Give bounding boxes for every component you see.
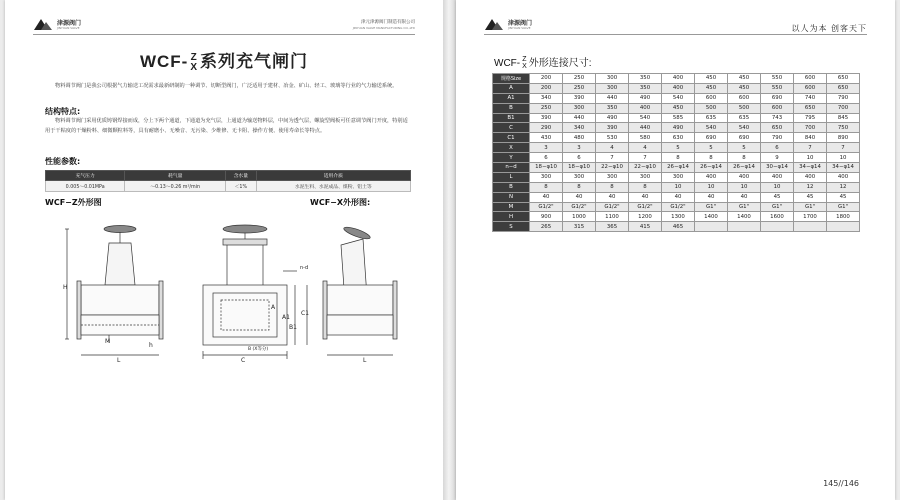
table-cell: 630 xyxy=(662,133,695,143)
perf-cell: 0.005～0.01MPa xyxy=(46,181,125,192)
title-fraction: Z X xyxy=(522,56,527,71)
page-header xyxy=(33,17,415,35)
table-cell: 430 xyxy=(530,133,563,143)
table-cell: 550 xyxy=(761,74,794,84)
table-cell: 900 xyxy=(530,212,563,222)
table-cell: 743 xyxy=(761,113,794,123)
table-cell: 400 xyxy=(629,103,662,113)
row-label: B xyxy=(493,182,530,192)
table-cell: 10 xyxy=(695,182,728,192)
dim-label-b1: B1 xyxy=(289,324,297,331)
table-cell: 12 xyxy=(794,182,827,192)
brand-name-en: JINYUAN VALVE xyxy=(508,26,531,30)
row-label: S xyxy=(493,222,530,232)
table-cell: 390 xyxy=(563,93,596,103)
table-cell: 1400 xyxy=(728,212,761,222)
row-label: C1 xyxy=(493,133,530,143)
table-cell xyxy=(695,222,728,232)
table-cell: 300 xyxy=(596,83,629,93)
table-cell: 490 xyxy=(596,113,629,123)
features-heading: 结构特点: xyxy=(45,107,81,116)
table-cell: G1/2" xyxy=(629,202,662,212)
table-cell: 4 xyxy=(596,143,629,153)
table-cell: 250 xyxy=(530,103,563,113)
table-cell: 300 xyxy=(563,103,596,113)
table-row xyxy=(493,222,860,232)
page-number: 145//146 xyxy=(823,479,859,488)
table-cell: 415 xyxy=(629,222,662,232)
table-cell: 300 xyxy=(596,172,629,182)
table-cell: 1800 xyxy=(827,212,860,222)
row-label: 规格Size xyxy=(493,74,530,84)
left-page xyxy=(5,0,443,500)
table-cell: 340 xyxy=(563,123,596,133)
table-cell: 40 xyxy=(629,192,662,202)
performance-table xyxy=(45,170,411,192)
table-row xyxy=(493,172,860,182)
table-cell: 340 xyxy=(530,93,563,103)
perf-cell: ～0.13～0.26 m³/min xyxy=(125,181,226,192)
table-cell: 540 xyxy=(695,123,728,133)
table-cell: 7 xyxy=(629,153,662,163)
dimensions-title xyxy=(494,54,592,70)
table-cell: 8 xyxy=(662,153,695,163)
right-page xyxy=(456,0,895,500)
wcf-x-side-view xyxy=(323,225,397,355)
table-cell: 250 xyxy=(563,83,596,93)
table-cell: 3 xyxy=(563,143,596,153)
table-cell: 1000 xyxy=(563,212,596,222)
table-cell: 26−φ14 xyxy=(695,163,728,173)
table-cell: 650 xyxy=(827,74,860,84)
page-header xyxy=(484,17,867,35)
row-label: C xyxy=(493,123,530,133)
table-cell: 5 xyxy=(695,143,728,153)
table-cell: 40 xyxy=(728,192,761,202)
row-label: A1 xyxy=(493,93,530,103)
table-cell: G1" xyxy=(728,202,761,212)
title-prefix: WCF- xyxy=(139,52,189,71)
table-cell: 8 xyxy=(629,182,662,192)
table-cell: 10 xyxy=(794,153,827,163)
table-cell: 450 xyxy=(695,83,728,93)
row-label: Y xyxy=(493,153,530,163)
table-cell: 440 xyxy=(629,123,662,133)
table-cell: 30−φ14 xyxy=(761,163,794,173)
table-cell: 700 xyxy=(794,123,827,133)
table-cell: 18−φ10 xyxy=(563,163,596,173)
brand-name-en: JINYUAN VALVE xyxy=(57,26,80,30)
table-cell: 8 xyxy=(530,182,563,192)
dimensions-table xyxy=(492,73,860,232)
table-cell: 200 xyxy=(530,74,563,84)
table-cell: 45 xyxy=(794,192,827,202)
table-cell: 650 xyxy=(794,103,827,113)
brand-name: 津源阀门 xyxy=(57,20,82,27)
perf-header-cell: 含水量 xyxy=(226,171,257,181)
dims-header-row xyxy=(493,74,860,84)
table-cell: 540 xyxy=(662,93,695,103)
title-suffix: 系列充气闸门 xyxy=(200,52,309,71)
table-cell: 1400 xyxy=(695,212,728,222)
perf-header-cell: 充气压力 xyxy=(46,171,125,181)
table-cell: 22−φ10 xyxy=(596,163,629,173)
table-row xyxy=(493,192,860,202)
table-cell: 300 xyxy=(629,172,662,182)
table-cell: 400 xyxy=(794,172,827,182)
table-cell: 40 xyxy=(563,192,596,202)
table-row xyxy=(493,93,860,103)
table-cell: 400 xyxy=(827,172,860,182)
table-cell: 740 xyxy=(794,93,827,103)
table-cell: 8 xyxy=(695,153,728,163)
table-cell: 465 xyxy=(662,222,695,232)
table-cell: G1/2" xyxy=(596,202,629,212)
dim-label-l-x: L xyxy=(363,357,367,364)
perf-header-cell: 耗气量 xyxy=(125,171,226,181)
dim-label-l: L xyxy=(117,357,121,364)
features-paragraph: 物料调节阀门采用优质铸钢焊接而成，分上下两个通道，下通道为充气层，上通道为输送物料层，中间为透气层，螺旋型阀板可任意调节阀门开度，特别适用于干粘度的干燥粉料、细微颗粒料等，具有耐磨小、无噪音、无污染、少维修、无卡阻、操作方便、使用寿命长等特点。 xyxy=(45,118,408,134)
table-cell: 9 xyxy=(761,153,794,163)
intro-paragraph: 物料调节阀门是我公司根据气力输送工况需求最新研制的一种调节、切断型阀门，广泛适用于建材、冶金、矿山、轻工、玻璃等行业的气力输送系统。 xyxy=(55,83,398,89)
wcf-z-side-view xyxy=(65,226,163,356)
company-name: 津元津源阀门制造有限公司 xyxy=(361,20,415,25)
table-cell: 450 xyxy=(728,74,761,84)
table-cell: 12 xyxy=(827,182,860,192)
table-cell: 1200 xyxy=(629,212,662,222)
table-cell: 450 xyxy=(728,83,761,93)
row-label: B xyxy=(493,103,530,113)
book-spine xyxy=(443,0,456,500)
table-cell: 540 xyxy=(629,113,662,123)
table-cell: 390 xyxy=(530,113,563,123)
row-label: L xyxy=(493,172,530,182)
table-cell: 400 xyxy=(728,172,761,182)
row-label: n−d xyxy=(493,163,530,173)
table-cell: 7 xyxy=(794,143,827,153)
table-cell: 1300 xyxy=(662,212,695,222)
row-label: H xyxy=(493,212,530,222)
page-title xyxy=(5,47,443,73)
row-label: N xyxy=(493,192,530,202)
dim-label-a: A xyxy=(271,304,276,311)
table-cell: 40 xyxy=(530,192,563,202)
table-cell: 500 xyxy=(695,103,728,113)
table-cell: 34−φ14 xyxy=(794,163,827,173)
table-cell: 690 xyxy=(761,93,794,103)
dim-label-m: M xyxy=(105,338,111,345)
table-row xyxy=(493,133,860,143)
table-cell: 26−φ14 xyxy=(662,163,695,173)
diagram-z-label: WCF−Z外形图 xyxy=(45,198,102,207)
table-cell: 45 xyxy=(761,192,794,202)
table-cell: 600 xyxy=(794,83,827,93)
row-label: M xyxy=(493,202,530,212)
table-cell: G1" xyxy=(761,202,794,212)
table-cell: 300 xyxy=(662,172,695,182)
table-cell: 600 xyxy=(728,93,761,103)
row-label: A xyxy=(493,83,530,93)
table-cell: 795 xyxy=(794,113,827,123)
table-cell: 265 xyxy=(530,222,563,232)
table-cell: 300 xyxy=(563,172,596,182)
perf-header-cell: 适用介质 xyxy=(256,171,410,181)
table-row xyxy=(493,83,860,93)
table-cell: 26−φ14 xyxy=(728,163,761,173)
table-cell: 7 xyxy=(596,153,629,163)
table-cell: 10 xyxy=(827,153,860,163)
row-label: B1 xyxy=(493,113,530,123)
table-cell: 600 xyxy=(695,93,728,103)
table-cell: 200 xyxy=(530,83,563,93)
table-cell: 365 xyxy=(596,222,629,232)
table-row xyxy=(493,153,860,163)
dim-label-h: H xyxy=(63,284,68,291)
table-cell: 300 xyxy=(596,74,629,84)
table-cell: G1/2" xyxy=(563,202,596,212)
table-cell: 600 xyxy=(794,74,827,84)
dim-label-note: B (X等分) xyxy=(248,347,269,352)
table-cell: 18−φ10 xyxy=(530,163,563,173)
table-cell: 34−φ14 xyxy=(827,163,860,173)
company-logo-icon xyxy=(484,17,506,31)
table-row xyxy=(493,182,860,192)
table-cell: 315 xyxy=(563,222,596,232)
table-cell: 540 xyxy=(728,123,761,133)
company-logo-icon xyxy=(33,17,55,31)
table-cell: 1700 xyxy=(794,212,827,222)
table-cell: 10 xyxy=(728,182,761,192)
table-row xyxy=(493,202,860,212)
table-cell: G1/2" xyxy=(530,202,563,212)
table-cell: 7 xyxy=(827,143,860,153)
table-cell: 790 xyxy=(827,93,860,103)
table-cell: 290 xyxy=(530,123,563,133)
table-cell: 40 xyxy=(596,192,629,202)
table-cell: 6 xyxy=(761,143,794,153)
table-cell: 650 xyxy=(827,83,860,93)
header-slogan: 以人为本 创客天下 xyxy=(791,24,867,33)
table-cell: 635 xyxy=(728,113,761,123)
table-cell: 5 xyxy=(728,143,761,153)
table-cell: 6 xyxy=(563,153,596,163)
brand-name: 津源阀门 xyxy=(508,20,533,27)
title-suffix: 外形连接尺寸: xyxy=(528,58,592,69)
table-row xyxy=(493,103,860,113)
perf-cell: ＜1% xyxy=(226,181,257,192)
table-cell: 8 xyxy=(596,182,629,192)
wcf-z-front-view xyxy=(203,225,310,359)
table-cell: 10 xyxy=(761,182,794,192)
table-cell: 5 xyxy=(662,143,695,153)
table-cell: 8 xyxy=(563,182,596,192)
table-cell: 490 xyxy=(662,123,695,133)
table-cell: 480 xyxy=(563,133,596,143)
title-fraction: Z X xyxy=(190,51,199,73)
dim-label-c1: C1 xyxy=(301,310,310,317)
table-cell: 840 xyxy=(794,133,827,143)
dim-label-c: C xyxy=(241,357,246,364)
table-cell: 530 xyxy=(596,133,629,143)
table-cell: 1100 xyxy=(596,212,629,222)
technical-drawing xyxy=(45,205,411,365)
table-cell: 890 xyxy=(827,133,860,143)
performance-data-row xyxy=(46,181,411,192)
table-cell: 450 xyxy=(695,74,728,84)
table-cell: 700 xyxy=(827,103,860,113)
table-cell: 750 xyxy=(827,123,860,133)
table-cell: 350 xyxy=(596,103,629,113)
table-cell: 400 xyxy=(662,74,695,84)
dim-label-small-h: h xyxy=(149,342,153,349)
table-row xyxy=(493,123,860,133)
table-cell: 40 xyxy=(662,192,695,202)
table-cell: 550 xyxy=(761,83,794,93)
table-cell: 400 xyxy=(695,172,728,182)
table-cell: 635 xyxy=(695,113,728,123)
table-cell: 650 xyxy=(761,123,794,133)
table-row xyxy=(493,143,860,153)
table-cell: 400 xyxy=(761,172,794,182)
table-cell: 500 xyxy=(728,103,761,113)
table-cell: 45 xyxy=(827,192,860,202)
dim-label-nd: n-d xyxy=(300,265,309,271)
table-row xyxy=(493,113,860,123)
table-cell: 10 xyxy=(662,182,695,192)
table-cell xyxy=(827,222,860,232)
table-cell xyxy=(794,222,827,232)
table-cell: 3 xyxy=(530,143,563,153)
performance-heading: 性能参数: xyxy=(45,157,81,166)
table-row xyxy=(493,163,860,173)
table-row xyxy=(493,212,860,222)
table-cell: 1600 xyxy=(761,212,794,222)
perf-cell: 水泥生料、水泥成品、煤粉、铝土等 xyxy=(256,181,410,192)
table-cell: 300 xyxy=(530,172,563,182)
table-cell: 585 xyxy=(662,113,695,123)
table-cell: 250 xyxy=(563,74,596,84)
table-cell xyxy=(728,222,761,232)
table-cell: 40 xyxy=(695,192,728,202)
table-cell: 22−φ10 xyxy=(629,163,662,173)
table-cell: G1/2" xyxy=(662,202,695,212)
performance-header-row xyxy=(46,171,411,181)
table-cell: 690 xyxy=(695,133,728,143)
row-label: X xyxy=(493,143,530,153)
table-cell: 450 xyxy=(662,103,695,113)
table-cell: 440 xyxy=(596,93,629,103)
table-cell: 690 xyxy=(728,133,761,143)
diagram-x-label: WCF−X外形图: xyxy=(310,198,371,207)
table-cell: 4 xyxy=(629,143,662,153)
table-cell: 790 xyxy=(761,133,794,143)
table-cell: G1" xyxy=(794,202,827,212)
table-cell: G1" xyxy=(695,202,728,212)
table-cell: 350 xyxy=(629,83,662,93)
table-cell: 580 xyxy=(629,133,662,143)
table-cell: 845 xyxy=(827,113,860,123)
table-cell: 440 xyxy=(563,113,596,123)
table-cell: 490 xyxy=(629,93,662,103)
table-cell: G1" xyxy=(827,202,860,212)
table-cell: 390 xyxy=(596,123,629,133)
table-cell: 6 xyxy=(530,153,563,163)
company-name-en: JINYUAN VALVE MANUFACTURING CO.,LTD xyxy=(352,26,415,30)
table-cell: 400 xyxy=(662,83,695,93)
table-cell xyxy=(761,222,794,232)
table-cell: 8 xyxy=(728,153,761,163)
dim-label-a1: A1 xyxy=(282,314,290,321)
table-cell: 350 xyxy=(629,74,662,84)
title-prefix: WCF- xyxy=(494,58,521,69)
table-cell: 600 xyxy=(761,103,794,113)
